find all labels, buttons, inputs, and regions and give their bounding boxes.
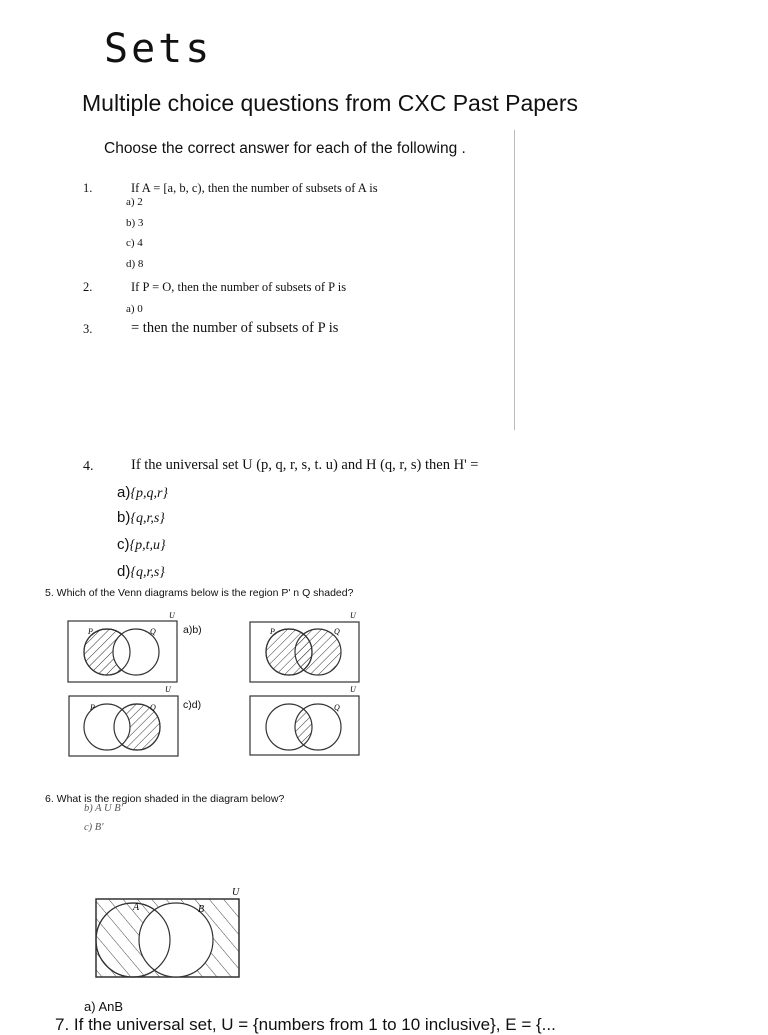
question-6-faded-option-c: c) B' — [84, 822, 104, 833]
page-subtitle: Multiple choice questions from CXC Past Papers — [82, 90, 578, 116]
venn-diagram-q6 — [96, 887, 240, 977]
label-u: U — [232, 887, 240, 898]
label-u: U — [169, 611, 175, 620]
label-u: U — [165, 685, 171, 694]
option-value: {p,q,r} — [130, 486, 168, 501]
question-4-text: If the universal set U (p, q, r, s, t. u) and H (q, r, s) then H' = — [131, 457, 479, 473]
venn-diagram-a — [68, 611, 177, 682]
label-q: Q — [334, 703, 340, 712]
question-2-text: If P = O, then the number of subsets of P is — [131, 280, 347, 294]
label-q: Q — [150, 703, 156, 712]
option-label: b) — [117, 509, 131, 526]
option-label: d) — [117, 563, 131, 580]
diagram-label-ab: a)b) — [183, 624, 202, 636]
question-2-number: 2. — [83, 280, 93, 294]
option-label: a) — [117, 484, 131, 501]
venn-diagram-d — [250, 685, 359, 755]
label-a: A — [133, 902, 140, 913]
venn-diagram-b — [250, 611, 359, 682]
question-1-option-d: d) 8 — [126, 258, 144, 270]
question-3-number: 3. — [83, 322, 93, 336]
label-p: P — [270, 627, 275, 636]
option-label: c) — [117, 536, 130, 553]
venn-diagram-c — [69, 685, 178, 756]
question-4-number: 4. — [83, 459, 94, 474]
question-6-text: 6. What is the region shaded in the diagram below? — [45, 793, 285, 805]
question-6-option-a: a) AnB — [84, 999, 124, 1014]
question-2-option-a: a) 0 — [126, 303, 143, 315]
question-1-number: 1. — [83, 181, 93, 195]
instructions: Choose the correct answer for each of the following . — [104, 140, 466, 157]
question-1-option-a: a) 2 — [126, 196, 143, 208]
diagram-label-cd: c)d) — [183, 699, 202, 711]
option-value: {q,r,s} — [130, 565, 165, 580]
question-1-option-b: b) 3 — [126, 217, 144, 229]
label-u: U — [350, 685, 356, 694]
label-u: U — [350, 611, 356, 620]
question-5-text: 5. Which of the Venn diagrams below is the region P' n Q shaded? — [45, 587, 354, 599]
option-value: {q,r,s} — [130, 511, 165, 526]
question-1-option-c: c) 4 — [126, 237, 143, 249]
question-7-partial: 7. If the universal set, U = {numbers from 1 to 10 inclusive}, E = {... — [55, 1015, 556, 1034]
question-3-text: = then the number of subsets of P is — [131, 320, 339, 336]
page-title: Sets — [104, 26, 213, 72]
label-p: P — [90, 703, 95, 712]
question-6-faded-option-b: b) A U B' — [84, 803, 123, 814]
option-value: {p,t,u} — [129, 538, 166, 553]
label-q: Q — [334, 627, 340, 636]
label-b: B — [198, 904, 205, 915]
label-p: P — [88, 627, 93, 636]
question-1-text: If A = [a, b, c), then the number of subsets of A is — [131, 181, 378, 195]
label-q: Q — [150, 627, 156, 636]
